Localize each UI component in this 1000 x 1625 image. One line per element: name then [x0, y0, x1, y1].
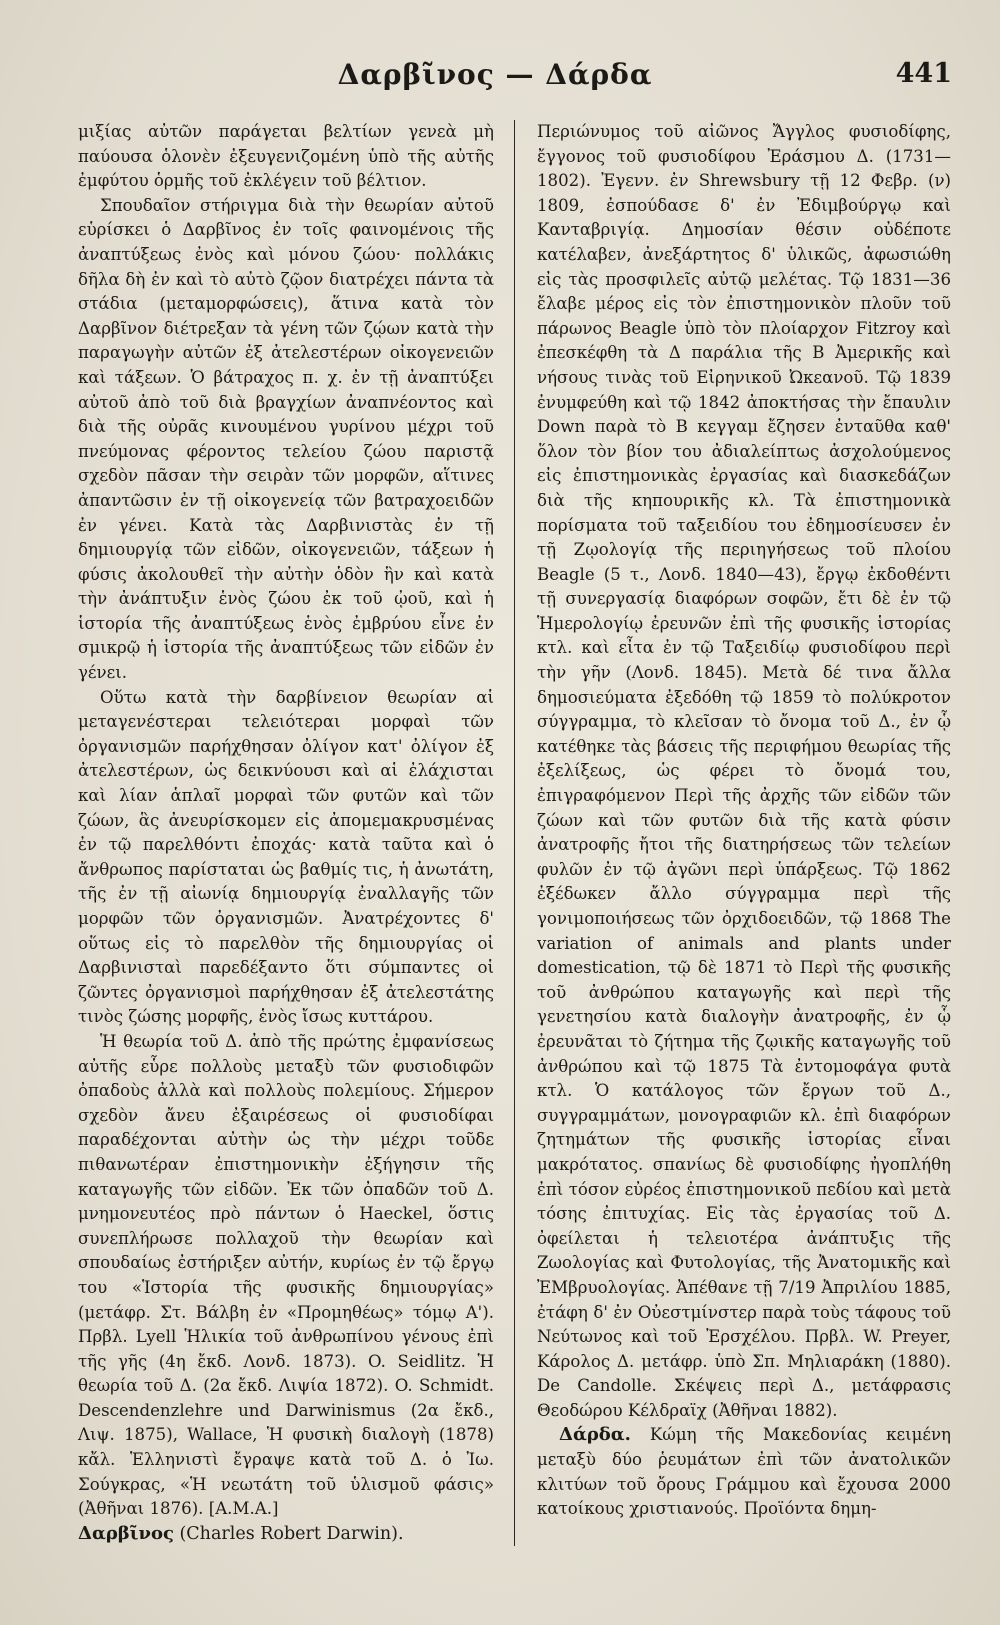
- entry-darda: [537, 1423, 951, 1521]
- page-header: [78, 58, 972, 110]
- entry-darwin: [78, 1522, 494, 1547]
- entry-headword: Δαρβῖνος: [78, 1522, 174, 1544]
- right-column: [521, 120, 951, 1546]
- running-header: Δαρβῖνος — Δάρδα: [337, 58, 653, 91]
- entry-text: Κώμη τῆς Μακεδονίας κειμένη μεταξὺ δύο ῥευμάτων ἐπὶ τῶν ἀνατολικῶν κλιτύων τοῦ ὄρους Γράμμου καὶ ἔχουσα 2000 κατοίκους χριστιανούς. Προϊόντα δημη-: [537, 1425, 951, 1519]
- column-divider: [514, 120, 515, 1546]
- paragraph: Σπουδαῖον στήριγμα διὰ τὴν θεωρίαν αὐτοῦ εὑρίσκει ὁ Δαρβῖνος ἐν τοῖς φαινομένοις τῆς ἀναπτύξεως ἐνὸς καὶ μόνου ζώου· πολλάκις δῆλα δὴ ἐν καὶ τὸ αὐτὸ ζῷον διατρέχει πάντα τὰ στάδια (μεταμορφώσεις), ἅτινα κατὰ τὸν Δαρβῖνον διέτρεξαν τὰ γένη τῶν ζῴων κατὰ τὴν παραγωγὴν αὐτῶν ἐξ ἀτελεστέρων οἰκογενειῶν καὶ τάξεων. Ὁ βάτραχος π. χ. ἐν τῇ ἀναπτύξει αὐτοῦ ἀπὸ τοῦ διὰ βραγχίων ἀναπνέοντος καὶ διὰ τῆς οὐρᾶς κινουμένου γυρίνου μέχρι τοῦ πνεύμονας φέροντος τελείου ζώου παριστᾷ σχεδὸν πᾶσαν τὴν σειρὰν τῶν μορφῶν, αἵτινες ἀπαντῶσιν ἐν τῇ οἰκογενείᾳ τῶν βατραχοειδῶν ἐν γένει. Κατὰ τὰς Δαρβινιστὰς ἐν τῇ δημιουργίᾳ τῶν εἰδῶν, οἰκογενειῶν, τάξεων ἡ φύσις ἀκολουθεῖ τὴν αὐτὴν ὁδὸν ἣν καὶ κατὰ τὴν ἀνάπτυξιν ἑνὸς ζώου ἐκ τοῦ ᾠοῦ, καὶ ἡ ἱστορία τῆς ἀναπτύξεως ἑνὸς ἐμβρύου εἶνε ἐν σμικρῷ ἡ ἱστορία τῆς ἀναπτύξεως τῶν εἰδῶν ἐν γένει.: [78, 195, 494, 683]
- page-number: 441: [895, 58, 952, 89]
- entry-headword: Δάρδα.: [559, 1424, 631, 1446]
- paragraph: Ἡ θεωρία τοῦ Δ. ἀπὸ τῆς πρώτης ἐμφανίσεως αὐτῆς εὗρε πολλοὺς μεταξὺ τῶν φυσιοδιφῶν ὀπαδοὺς ἀλλὰ καὶ πολλοὺς πολεμίους. Σήμερον σχεδὸν ἄνευ ἐξαιρέσεως οἱ φυσιοδίφαι παραδέχονται αὐτὴν ὡς τὴν μέχρι τοῦδε πιθανωτέραν ἐπιστημονικὴν ἐξήγησιν τῆς καταγωγῆς τῶν εἰδῶν. Ἐκ τῶν ὀπαδῶν τοῦ Δ. μνημονευτέος πρὸ πάντων ὁ Haeckel, ὅστις συνεπλήρωσε πολλαχοῦ τὴν θεωρίαν καὶ σπουδαίως ἐστήριξεν αὐτήν, κυρίως ἐν τῷ ἔργῳ του «Ἱστορία τῆς φυσικῆς δημιουργίας» (μετάφρ. Στ. Βάλβη ἐν «Προμηθέως» τόμῳ Α'). Πρβλ. Lyell Ἡλικία τοῦ ἀνθρωπίνου γένους ἐπὶ τῆς γῆς (4η ἔκδ. Λονδ. 1873). O. Seidlitz. Ἡ θεωρία τοῦ Δ. (2α ἔκδ. Λιψία 1872). O. Schmidt. Descendenzlehre und Darwinismus (2α ἔκδ., Λιψ. 1875), Wallace, Ἡ φυσικὴ διαλογὴ (1878) κἄλ. Ἑλληνιστὶ ἔγραψε κατὰ τοῦ Δ. ὁ Ἰω. Σούγκρας, «Ἡ νεωτάτη τοῦ ὑλισμοῦ φάσις» (Ἀθῆναι 1876). [Α.Μ.Α.]: [78, 1031, 494, 1519]
- text-columns: [78, 120, 972, 1546]
- paragraph: μιξίας αὐτῶν παράγεται βελτίων γενεὰ μὴ παύουσα ὁλονὲν ἐξευγενιζομένη ὑπὸ τῆς αὐτῆς ἐμφύτου ὁρμῆς τοῦ ἐκλέγειν τοῦ βέλτιον.: [78, 122, 494, 191]
- paragraph: Περιώνυμος τοῦ αἰῶνος Ἄγγλος φυσιοδίφης, ἔγγονος τοῦ φυσιοδίφου Ἐράσμου Δ. (1731—1802). Ἐγενν. ἐν Shrewsbury τῇ 12 Φεβρ. (ν) 1809, ἐσπούδασε δ' ἐν Ἐδιμβούργῳ καὶ Κανταβριγίᾳ. Δημοσίαν θέσιν οὐδέποτε κατέλαβεν, ἀνεξάρτητος δ' ὑλικῶς, ἀφωσιώθη εἰς τὰς προσφιλεῖς αὐτῷ μελέτας. Τῷ 1831—36 ἔλαβε μέρος εἰς τὸν ἐπιστημονικὸν πλοῦν τοῦ πάρωνος Beagle ὑπὸ τὸν πλοίαρχον Fitzroy καὶ ἐπεσκέφθη τὰ Δ παράλια τῆς Β Ἀμερικῆς καὶ νήσους τινὰς τοῦ Εἰρηνικοῦ Ὠκεανοῦ. Τῷ 1839 ἐνυμφεύθη καὶ τῷ 1842 ἀποκτήσας τὴν ἔπαυλιν Down παρὰ τὸ Β κεγγαμ ἔζησεν ἐνταῦθα καθ' ὅλον τὸν βίον του ἀδιαλείπτως ἀσχολούμενος εἰς ἐπιστημονικὰς ἐργασίας καὶ διασκεδάζων διὰ τῆς κηπουρικῆς κλ. Τὰ ἐπιστημονικὰ πορίσματα τοῦ ταξειδίου του ἐδημοσίευσεν ἐν τῇ Ζῳολογίᾳ τῆς περιηγήσεως τοῦ πλοίου Beagle (5 τ., Λονδ. 1840—43), ἔργῳ ἐκδοθέντι τῇ συνεργασίᾳ διαφόρων σοφῶν, ἔτι δὲ ἐν τῷ Ἡμερολογίῳ ἐρευνῶν ἐπὶ τῆς φυσικῆς ἱστορίας κτλ. καὶ εἶτα ἐν τῷ Ταξειδίῳ φυσιοδίφου περὶ τὴν γῆν (Λονδ. 1845). Μετὰ δέ τινα ἄλλα δημοσιεύματα ἐξεδόθη τῷ 1859 τὸ πολύκροτον σύγγραμμα, τὸ κλεῖσαν τὸ ὄνομα τοῦ Δ., ἐν ᾧ κατέθηκε τὰς βάσεις τῆς περιφήμου θεωρίας τῆς ἐξελίξεως, ὡς φέρει τὸ ὄνομά του, ἐπιγραφόμενον Περὶ τῆς ἀρχῆς τῶν εἰδῶν τῶν ζώων καὶ τῶν φυτῶν διὰ τῆς κατὰ φύσιν ἀνατροφῆς ἤτοι τῆς διατηρήσεως τῶν τελείων φυλῶν ἐν τῷ ἀγῶνι περὶ ὑπάρξεως. Τῷ 1862 ἐξέδωκεν ἄλλο σύγγραμμα περὶ τῆς γονιμοποιήσεως τῶν ὀρχιδοειδῶν, τῷ 1868 The variation of animals and plants under domestication, τῷ δὲ 1871 τὸ Περὶ τῆς φυσικῆς τοῦ ἀνθρώπου καταγωγῆς καὶ περὶ τῆς γενετησίου κατὰ διαλογὴν ἀνατροφῆς, ἐν ᾧ ἐρευνᾶται τὸ ζήτημα τῆς ζῳικῆς καταγωγῆς τοῦ ἀνθρώπου καὶ τῷ 1875 Τὰ ἐντομοφάγα φυτὰ κτλ. Ὁ κατάλογος τῶν ἔργων τοῦ Δ., συγγραμμάτων, μονογραφιῶν κλ. ἐπὶ διαφόρων ζητημάτων τῆς φυσικῆς ἱστορίας εἶναι μακρότατος. σπανίως δὲ φυσιοδίφης ἠγοπλήθη ἐπὶ τόσον εὐρέος ἐπιστημονικοῦ πεδίου καὶ μετὰ τόσης ἐπιτυχίας. Εἰς τὰς ἐργασίας τοῦ Δ. ὀφείλεται ἡ τελειοτέρα ἀνάπτυξις τῆς Ζωολογίας καὶ Φυτολογίας, τῆς Ἀνατομικῆς καὶ ἘΜβρυολογίας. Ἀπέθανε τῇ 7/19 Ἀπριλίου 1885, ἐτάφη δ' ἐν Οὐεστμίνστερ παρὰ τοὺς τάφους τοῦ Νεύτωνος καὶ τοῦ Ἐρσχέλου. Πρβλ. W. Preyer, Κάρολος Δ. μετάφρ. ὑπὸ Σπ. Μηλιαράκη (1880). De Candolle. Σκέψεις περὶ Δ., μετάφρασις Θεοδώρου Κέλδραϊχ (Ἀθῆναι 1882).: [537, 122, 951, 1420]
- entry-subtitle: (Charles Robert Darwin).: [173, 1523, 404, 1544]
- paragraph: Οὕτω κατὰ τὴν δαρβίνειον θεωρίαν αἱ μεταγενέστεραι τελειότεραι μορφαὶ τῶν ὀργανισμῶν παρήχθησαν ὀλίγον κατ' ὀλίγον ἐξ ἀτελεστέρων, ὡς δεικνύουσι καὶ αἱ ἐλάχισται καὶ λίαν ἁπλαῖ μορφαὶ τῶν φυτῶν καὶ τῶν ζώων, ἃς ἀνευρίσκομεν εἰς ἀπομεμακρυσμένας ἐν τῷ παρελθόντι ἐποχάς· κατὰ ταῦτα καὶ ὁ ἄνθρωπος παρίσταται ὡς βαθμίς τις, ἡ ἀνωτάτη, τῆς ἐν τῇ αἰωνίᾳ δημιουργίᾳ ἐναλλαγῆς τῶν μορφῶν τῶν ὀργανισμῶν. Ἀνατρέχοντες δ' οὕτως εἰς τὸ παρελθὸν τῆς δημιουργίας οἱ Δαρβινισταὶ παρεδέξαντο ὅτι σύμπαντες οἱ ζῶντες ὀργανισμοὶ παρήχθησαν ἐξ ἀτελεστάτης τινὸς ζώσης μορφῆς, ἑνὸς ἴσως κυττάρου.: [78, 687, 494, 1027]
- left-column: [78, 120, 508, 1546]
